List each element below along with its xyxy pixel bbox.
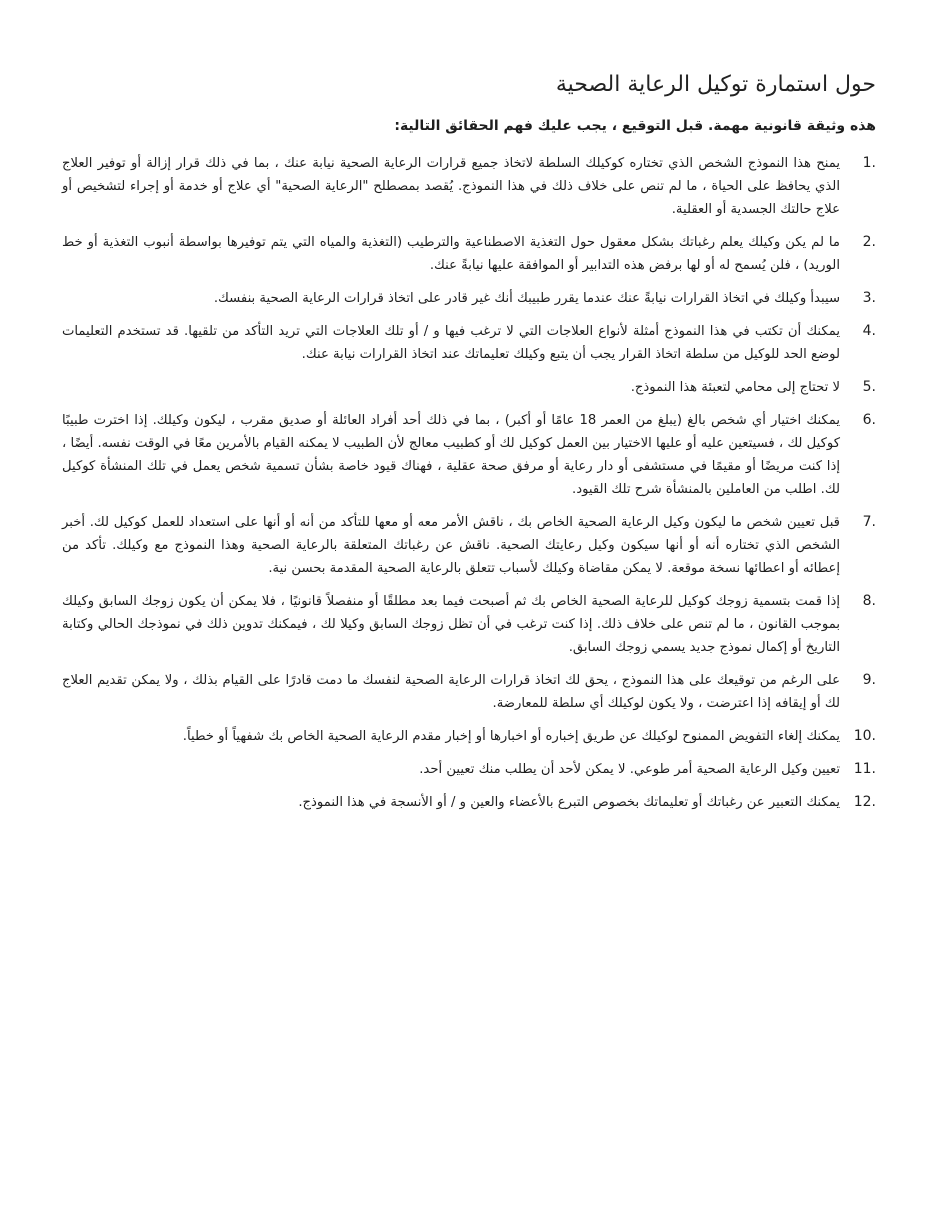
list-item bbox=[62, 409, 876, 501]
item-text: يمنح هذا النموذج الشخص الذي تختاره كوكيلك السلطة لاتخاذ جميع قرارات الرعاية الصحية نيابة عنك ، بما في ذلك قرار إزالة أو توفير العلاج الذي يحافظ على الحياة ، ما لم تنص على خلاف ذلك في هذا النموذج. يُقصد بمصطلح "الرعاية الصحية" أي علاج أو خدمة أو إجراء لتشخيص أو علاج حالتك الجسدية أو العقلية. bbox=[62, 156, 840, 217]
item-text: يمكنك التعبير عن رغباتك أو تعليماتك بخصوص التبرع بالأعضاء والعين و / أو الأنسجة في هذا النموذج. bbox=[298, 795, 840, 810]
item-text: سيبدأ وكيلك في اتخاذ القرارات نيابةً عنك عندما يقرر طبيبك أنك غير قادر على اتخاذ قرارات الرعاية الصحية بنفسك. bbox=[213, 291, 840, 306]
item-number: 8. bbox=[862, 593, 876, 609]
item-text: يمكنك إلغاء التفويض الممنوح لوكيلك عن طريق إخباره أو اخبارها أو إخبار مقدم الرعاية الصحية الخاص بك شفهياً أو خطياً. bbox=[182, 729, 840, 744]
list-item bbox=[62, 152, 876, 221]
list-item bbox=[62, 758, 876, 781]
item-number: 4. bbox=[862, 323, 876, 339]
list-item bbox=[62, 287, 876, 310]
item-number: 5. bbox=[862, 379, 876, 395]
item-number: 6. bbox=[862, 412, 876, 428]
item-number: 1. bbox=[862, 155, 876, 171]
list-item bbox=[62, 669, 876, 715]
list-item bbox=[62, 590, 876, 659]
item-number: 2. bbox=[862, 234, 876, 250]
item-number: 11. bbox=[853, 761, 876, 777]
page-title: حول استمارة توكيل الرعاية الصحية bbox=[555, 72, 876, 97]
item-number: 12. bbox=[853, 794, 876, 810]
intro-statement: هذه وثيقة قانونية مهمة. قبل التوقيع ، يجب عليك فهم الحقائق التالية: bbox=[394, 118, 876, 134]
item-number: 9. bbox=[862, 672, 876, 688]
item-text: يمكنك أن تكتب في هذا النموذج أمثلة لأنواع العلاجات التي لا ترغب فيها و / أو تلك العلاجات التي تريد التأكد من تلقيها. قد تستخدم التعليمات لوضع الحد للوكيل من سلطة اتخاذ القرار يجب أن يتبع وكيلك تعليماتك عند اتخاذ القرارات نيابة عنك. bbox=[62, 324, 840, 362]
item-text: يمكنك اختيار أي شخص بالغ (يبلغ من العمر 18 عامًا أو أكبر) ، بما في ذلك أحد أفراد العائلة أو صديق مقرب ، ليكون وكيلك. إذا اخترت طبيبًا كوكيل لك ، فسيتعين عليه أو عليها الاختيار بين العمل كوكيل لك أو كطبيب معالج لأن الطبيب لا يمكنه القيام بالأمرين معًا في الوقت نفسه. أيضًا ، إذا كنت مريضًا أو مقيمًا في مستشفى أو دار رعاية أو مرفق صحة عقلية ، فهناك قيود خاصة بشأن تسمية شخص يعمل في تلك المنشأة كوكيل لك. اطلب من العاملين بالمنشأة شرح تلك القيود. bbox=[62, 413, 841, 497]
item-text: تعيين وكيل الرعاية الصحية أمر طوعي. لا يمكن لأحد أن يطلب منك تعيين أحد. bbox=[419, 762, 840, 777]
item-text: على الرغم من توقيعك على هذا النموذج ، يحق لك اتخاذ قرارات الرعاية الصحية لنفسك ما دمت قادرًا على القيام بذلك ، ولا يمكن تقديم العلاج لك أو إيقافه إذا اعترضت ، ولا يكون لوكيلك أي سلطة للمعارضة. bbox=[62, 673, 840, 711]
list-item bbox=[62, 791, 876, 814]
item-text: ما لم يكن وكيلك يعلم رغباتك بشكل معقول حول التغذية الاصطناعية والترطيب (التغذية والمياه التي يتم توفيرها بواسطة أنبوب التغذية أو خط الوريد) ، فلن يُسمح له أو لها برفض هذه التدابير أو الموافقة عليها نيابةً عنك. bbox=[62, 235, 840, 273]
item-text: قبل تعيين شخص ما ليكون وكيل الرعاية الصحية الخاص بك ، ناقش الأمر معه أو معها للتأكد من أنه أو أنها على استعداد للعمل كوكيل لك. أخبر الشخص الذي تختاره أنه أو أنها سيكون وكيل رعايتك الصحية. ناقش عن رغباتك المتعلقة بالرعاية الصحية وهذا النموذج مع وكيلك. تأكد من إعطائه أو اعطائها نسخة موقعة. لا يمكن مقاضاة وكيلك لأسباب تتعلق بالرعاية الصحية المقدمة بحسن نية. bbox=[62, 515, 840, 576]
list-item bbox=[62, 231, 876, 277]
item-number: 10. bbox=[853, 728, 876, 744]
item-number: 3. bbox=[862, 290, 876, 306]
item-text: إذا قمت بتسمية زوجك كوكيل للرعاية الصحية الخاص بك ثم أصبحت فيما بعد مطلقًا أو منفصلاً قانونيًا ، فلا يمكن أن يكون زوجك السابق وكيلك بموجب القانون ، ما لم تنص على خلاف ذلك. إذا كنت ترغب في أن تظل زوجك السابق وكيلا لك ، فيمكنك تدوين ذلك في نموذجك الحالي وكتابة التاريخ أو إكمال نموذج جديد يسمي زوجك السابق. bbox=[62, 594, 840, 655]
item-number: 7. bbox=[862, 514, 876, 530]
facts-list bbox=[62, 152, 876, 814]
item-text: لا تحتاج إلى محامي لتعبئة هذا النموذج. bbox=[630, 380, 840, 395]
list-item bbox=[62, 376, 876, 399]
list-item bbox=[62, 511, 876, 580]
list-item bbox=[62, 725, 876, 748]
list-item bbox=[62, 320, 876, 366]
